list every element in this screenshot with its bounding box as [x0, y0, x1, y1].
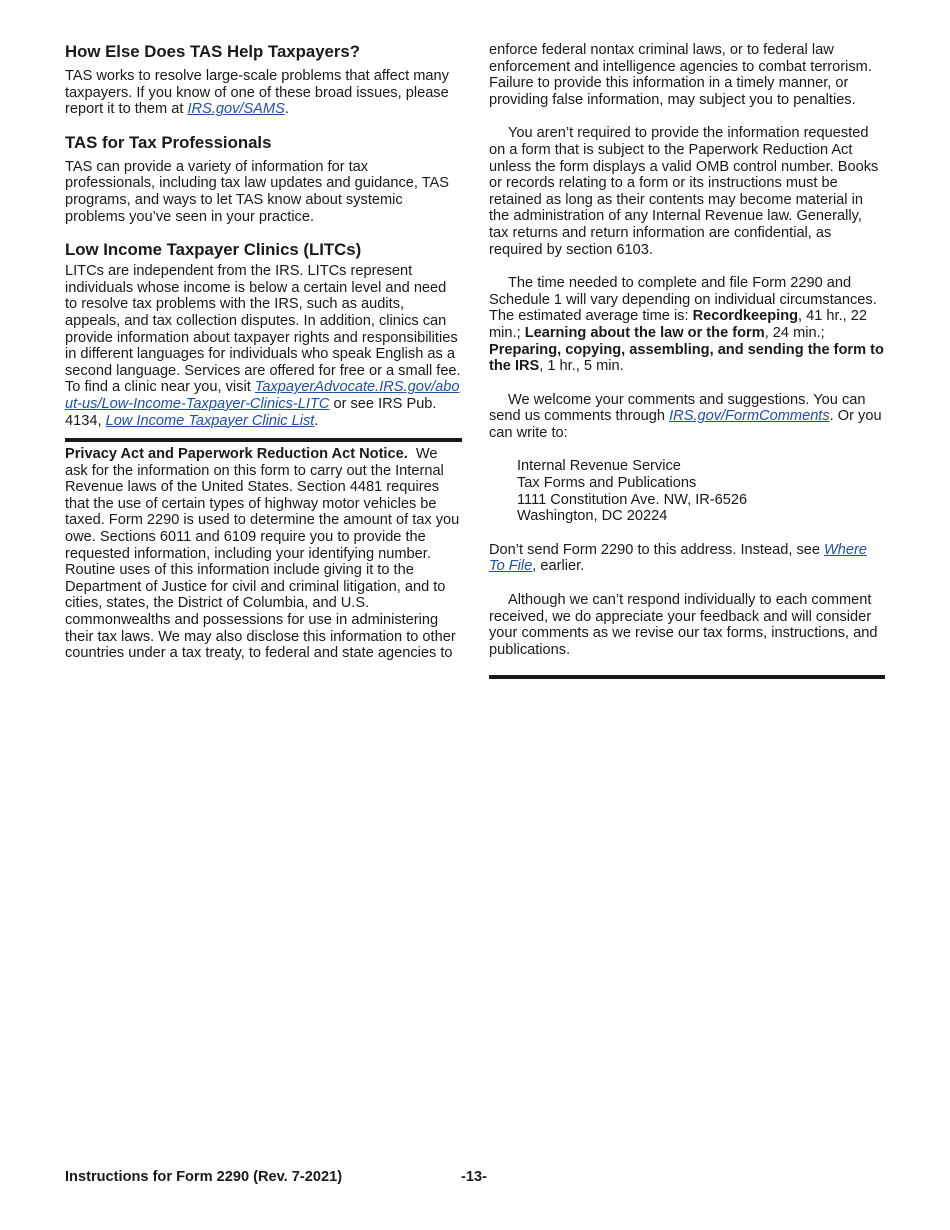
privacy-continued: enforce federal nontax criminal laws, or to federal law enforcement and intelligence agencies to combat terrorism. Failure to provide this information in a timely manner, or providing false information, may subject you to penalties. — [489, 42, 872, 108]
litc-heading: Low Income Taxpayer Clinics (LITCs) — [65, 240, 362, 260]
omb-paragraph: You aren’t required to provide the information requested on a form that is subject to the Paperwork Reduction Act unless the form displays a valid OMB control number. Books or records relating to a form or its instructions must be retained as long as their contents may become material in the administration of any Internal Revenue law. Generally, tax returns and return information are confidential, as required by section 6103. — [489, 125, 879, 258]
comments-paragraph: We welcome your comments and suggestions. You can send us comments through IRS.gov/FormComments. Or you can write to: — [489, 391, 882, 441]
end-rule — [489, 675, 885, 679]
section-divider — [65, 438, 462, 662]
litc-link[interactable]: TaxpayerAdvocate.IRS.gov/about-us/Low-Income-Taxpayer-Clinics-LITC — [65, 379, 460, 412]
footer-title: Instructions for Form 2290 (Rev. 7-2021) — [65, 1169, 343, 1185]
form-comments-link[interactable]: IRS.gov/FormComments — [669, 408, 830, 425]
mailing-address — [517, 458, 885, 524]
privacy-notice-text: Privacy Act and Paperwork Reduction Act Notice. We ask for the information on this form to carry out the Internal Revenue laws of the United States. Section 4481 requires that the use of certain types of highway motor vehicles be taxed. Form 2290 is used to determine the amount of tax you owe. Sections 6011 and 6109 require you to provide the requested information, including your identifying number. Routine uses of this information include giving it to the Department of Justice for civil and criminal litigation, and to cities, states, the District of Columbia, and U.S. commonwealths and possessions for use in administering their tax laws. We may also disclose this information to other countries under a tax treaty, to federal and state agencies to — [65, 446, 460, 662]
irs-sams-link[interactable]: IRS.gov/SAMS — [187, 101, 285, 118]
tas-help-heading: How Else Does TAS Help Taxpayers? — [65, 42, 361, 61]
where-to-file-paragraph: Don’t send Form 2290 to this address. Instead, see Where To File, earlier. — [489, 541, 868, 575]
feedback-paragraph: Although we can’t respond individually to each comment received, we do appreciate your feedback and will consider your comments as we revise our tax forms, instructions, and publications. — [489, 592, 878, 658]
tas-pros-heading: TAS for Tax Professionals — [65, 132, 272, 152]
address-line: Washington, DC 20224 — [517, 508, 668, 525]
page-number: -13- — [461, 1169, 487, 1185]
where-to-file-link[interactable]: Where To File — [489, 541, 868, 575]
privacy-heading: Privacy Act and Paperwork Reduction Act Notice. — [65, 446, 408, 463]
tas-pros-text: TAS can provide a variety of information for tax professionals, including tax law updates and guidance, TAS programs, and ways to let TAS know about systemic problems you’ve seen in your practice. — [65, 158, 450, 225]
litc-section — [65, 240, 462, 429]
address-line: 1111 Constitution Ave. NW, IR-6526 — [517, 491, 748, 508]
tas-pros-section — [65, 133, 462, 225]
address-line: Internal Revenue Service — [517, 458, 681, 475]
litc-list-link[interactable]: Low Income Taxpayer Clinic List — [105, 412, 315, 429]
left-column — [65, 42, 462, 662]
time-estimate-paragraph: The time needed to complete and file Form 2290 and Schedule 1 will vary depending on individual circumstances. The estimated average time is: Recordkeeping, 41 hr., 22 min.; Learning about the law or the form, 24 min.; Preparing, copying, assembling, and sending the form to the IRS, 1 hr., 5 min. — [489, 275, 884, 375]
right-column — [489, 42, 885, 679]
address-line: Tax Forms and Publications — [517, 475, 697, 492]
tas-help-text: TAS works to resolve large-scale problems that affect many taxpayers. If you know of one of these broad issues, please report it to them at IRS.gov/SAMS. — [65, 68, 449, 118]
litc-text: LITCs are independent from the IRS. LITCs represent individuals whose income is below a certain level and need to resolve tax problems with the IRS, such as audits, appeals, and tax collection disputes. In addition, clinics can provide information about taxpayer rights and responsibilities in different languages for individuals who speak English as a second language. Services are offered for free or a small fee. To find a clinic near you, visit TaxpayerAdvocate.IRS.gov/about-us/Low-Income-Taxpayer-Clinics-LITC or see IRS Pub. 4134, Low Income Taxpayer Clinic List. — [65, 263, 461, 429]
tas-help-section — [65, 42, 462, 118]
